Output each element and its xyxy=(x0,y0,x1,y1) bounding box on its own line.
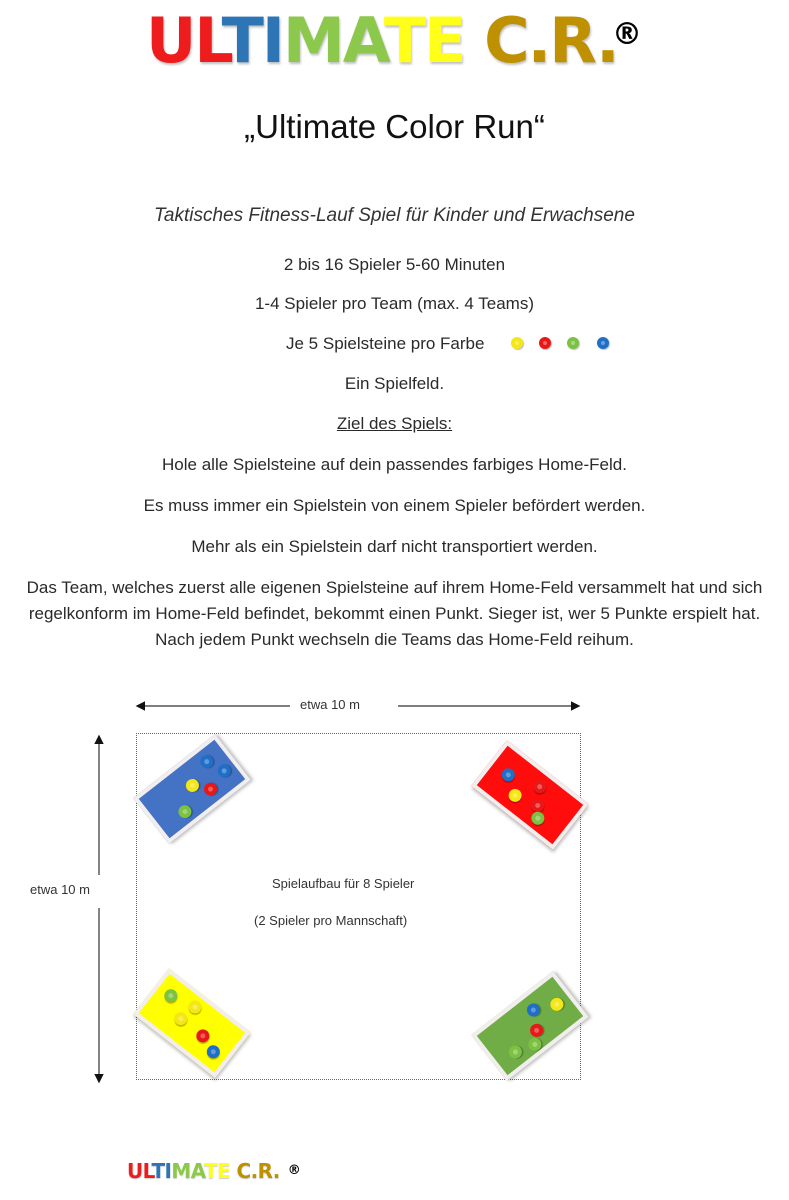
game-stone-blue xyxy=(524,1001,542,1019)
logo-letter: L xyxy=(194,4,222,77)
setup-caption: Spielaufbau für 8 Spieler xyxy=(272,876,415,891)
logo-letter: . xyxy=(596,4,618,77)
goal-heading: Ziel des Spiels: xyxy=(336,414,453,433)
game-stone-blue xyxy=(215,762,233,780)
logo-letter: U xyxy=(127,1159,143,1183)
logo-letter: C xyxy=(484,4,528,77)
game-stone-yellow xyxy=(548,995,566,1013)
scoring-paragraph: Das Team, welches zuerst alle eigenen Spielsteine auf ihrem Home-Feld versammelt hat und sich regelkonform im Home-Feld befindet, bekommt einen Punkt. Sieger ist, wer 5 Punkte erspielt hat. Nach jedem Punkt wechseln die Teams das Home-Feld reihum. xyxy=(26,578,763,649)
width-label: etwa 10 m xyxy=(296,697,364,712)
logo-letter: M xyxy=(282,4,343,77)
logo-letter: T xyxy=(383,4,425,77)
game-stone-green xyxy=(529,809,547,827)
game-stone-yellow xyxy=(183,776,201,794)
logo-letter: E xyxy=(217,1159,231,1183)
game-stone-blue xyxy=(198,752,216,770)
logo-letter: A xyxy=(190,1159,205,1183)
field-info: Ein Spielfeld. xyxy=(344,374,445,393)
game-stone-green xyxy=(506,1043,524,1061)
registered-trademark-mark: ® xyxy=(612,17,640,52)
logo-letter: I xyxy=(164,1159,172,1183)
setup-caption-detail: (2 Spieler pro Mannschaft) xyxy=(254,913,408,928)
game-stone-green xyxy=(162,987,180,1005)
height-label: etwa 10 m xyxy=(30,882,90,897)
goal-rule: Es muss immer ein Spielstein von einem Spieler befördert werden. xyxy=(143,496,646,515)
logo-letter: A xyxy=(342,4,384,77)
team-size: 1-4 Spieler pro Team (max. 4 Teams) xyxy=(254,294,535,313)
goal-rule: Mehr als ein Spielstein darf nicht transportiert werden. xyxy=(191,537,598,556)
game-stone-blue xyxy=(204,1043,222,1061)
logo-letter: . xyxy=(527,4,550,77)
logo-letter: E xyxy=(424,4,465,77)
game-stone-green xyxy=(526,1035,544,1053)
players-duration: 2 bis 16 Spieler 5-60 Minuten xyxy=(283,255,506,274)
game-stone-yellow xyxy=(506,786,524,804)
logo-letter: . xyxy=(250,1159,258,1183)
game-stone-red xyxy=(527,1021,545,1039)
logo-letter: R xyxy=(549,4,597,77)
game-stone-blue xyxy=(499,766,517,784)
logo-letter: T xyxy=(221,4,262,77)
logo-letter: T xyxy=(204,1159,218,1183)
logo-letter: M xyxy=(171,1159,191,1183)
logo-letter: R xyxy=(257,1159,273,1183)
game-stone-red xyxy=(201,780,219,798)
game-stone-green xyxy=(176,803,194,821)
subtitle: Taktisches Fitness-Lauf Spiel für Kinder und Erwachsene xyxy=(154,205,635,226)
footer-logo xyxy=(127,1158,300,1184)
logo-letter: C xyxy=(236,1159,251,1183)
logo-letter: . xyxy=(272,1159,280,1183)
logo-letter: T xyxy=(151,1159,165,1183)
footer-logo-wordmark xyxy=(127,1159,280,1183)
logo-letter: U xyxy=(146,4,195,77)
game-stone-red xyxy=(531,778,549,796)
logo-letter: I xyxy=(261,4,283,77)
game-stone-yellow xyxy=(186,998,204,1016)
page-title: „Ultimate Color Run“ xyxy=(244,108,545,145)
goal-rule: Hole alle Spielsteine auf dein passendes farbiges Home-Feld. xyxy=(162,455,627,474)
logo-letter: L xyxy=(142,1159,152,1183)
game-stone-yellow xyxy=(172,1010,190,1028)
footer-registered-mark: ® xyxy=(287,1163,301,1178)
stones-per-color: Je 5 Spielsteine pro Farbe xyxy=(286,334,485,353)
game-stone-red xyxy=(194,1027,212,1045)
